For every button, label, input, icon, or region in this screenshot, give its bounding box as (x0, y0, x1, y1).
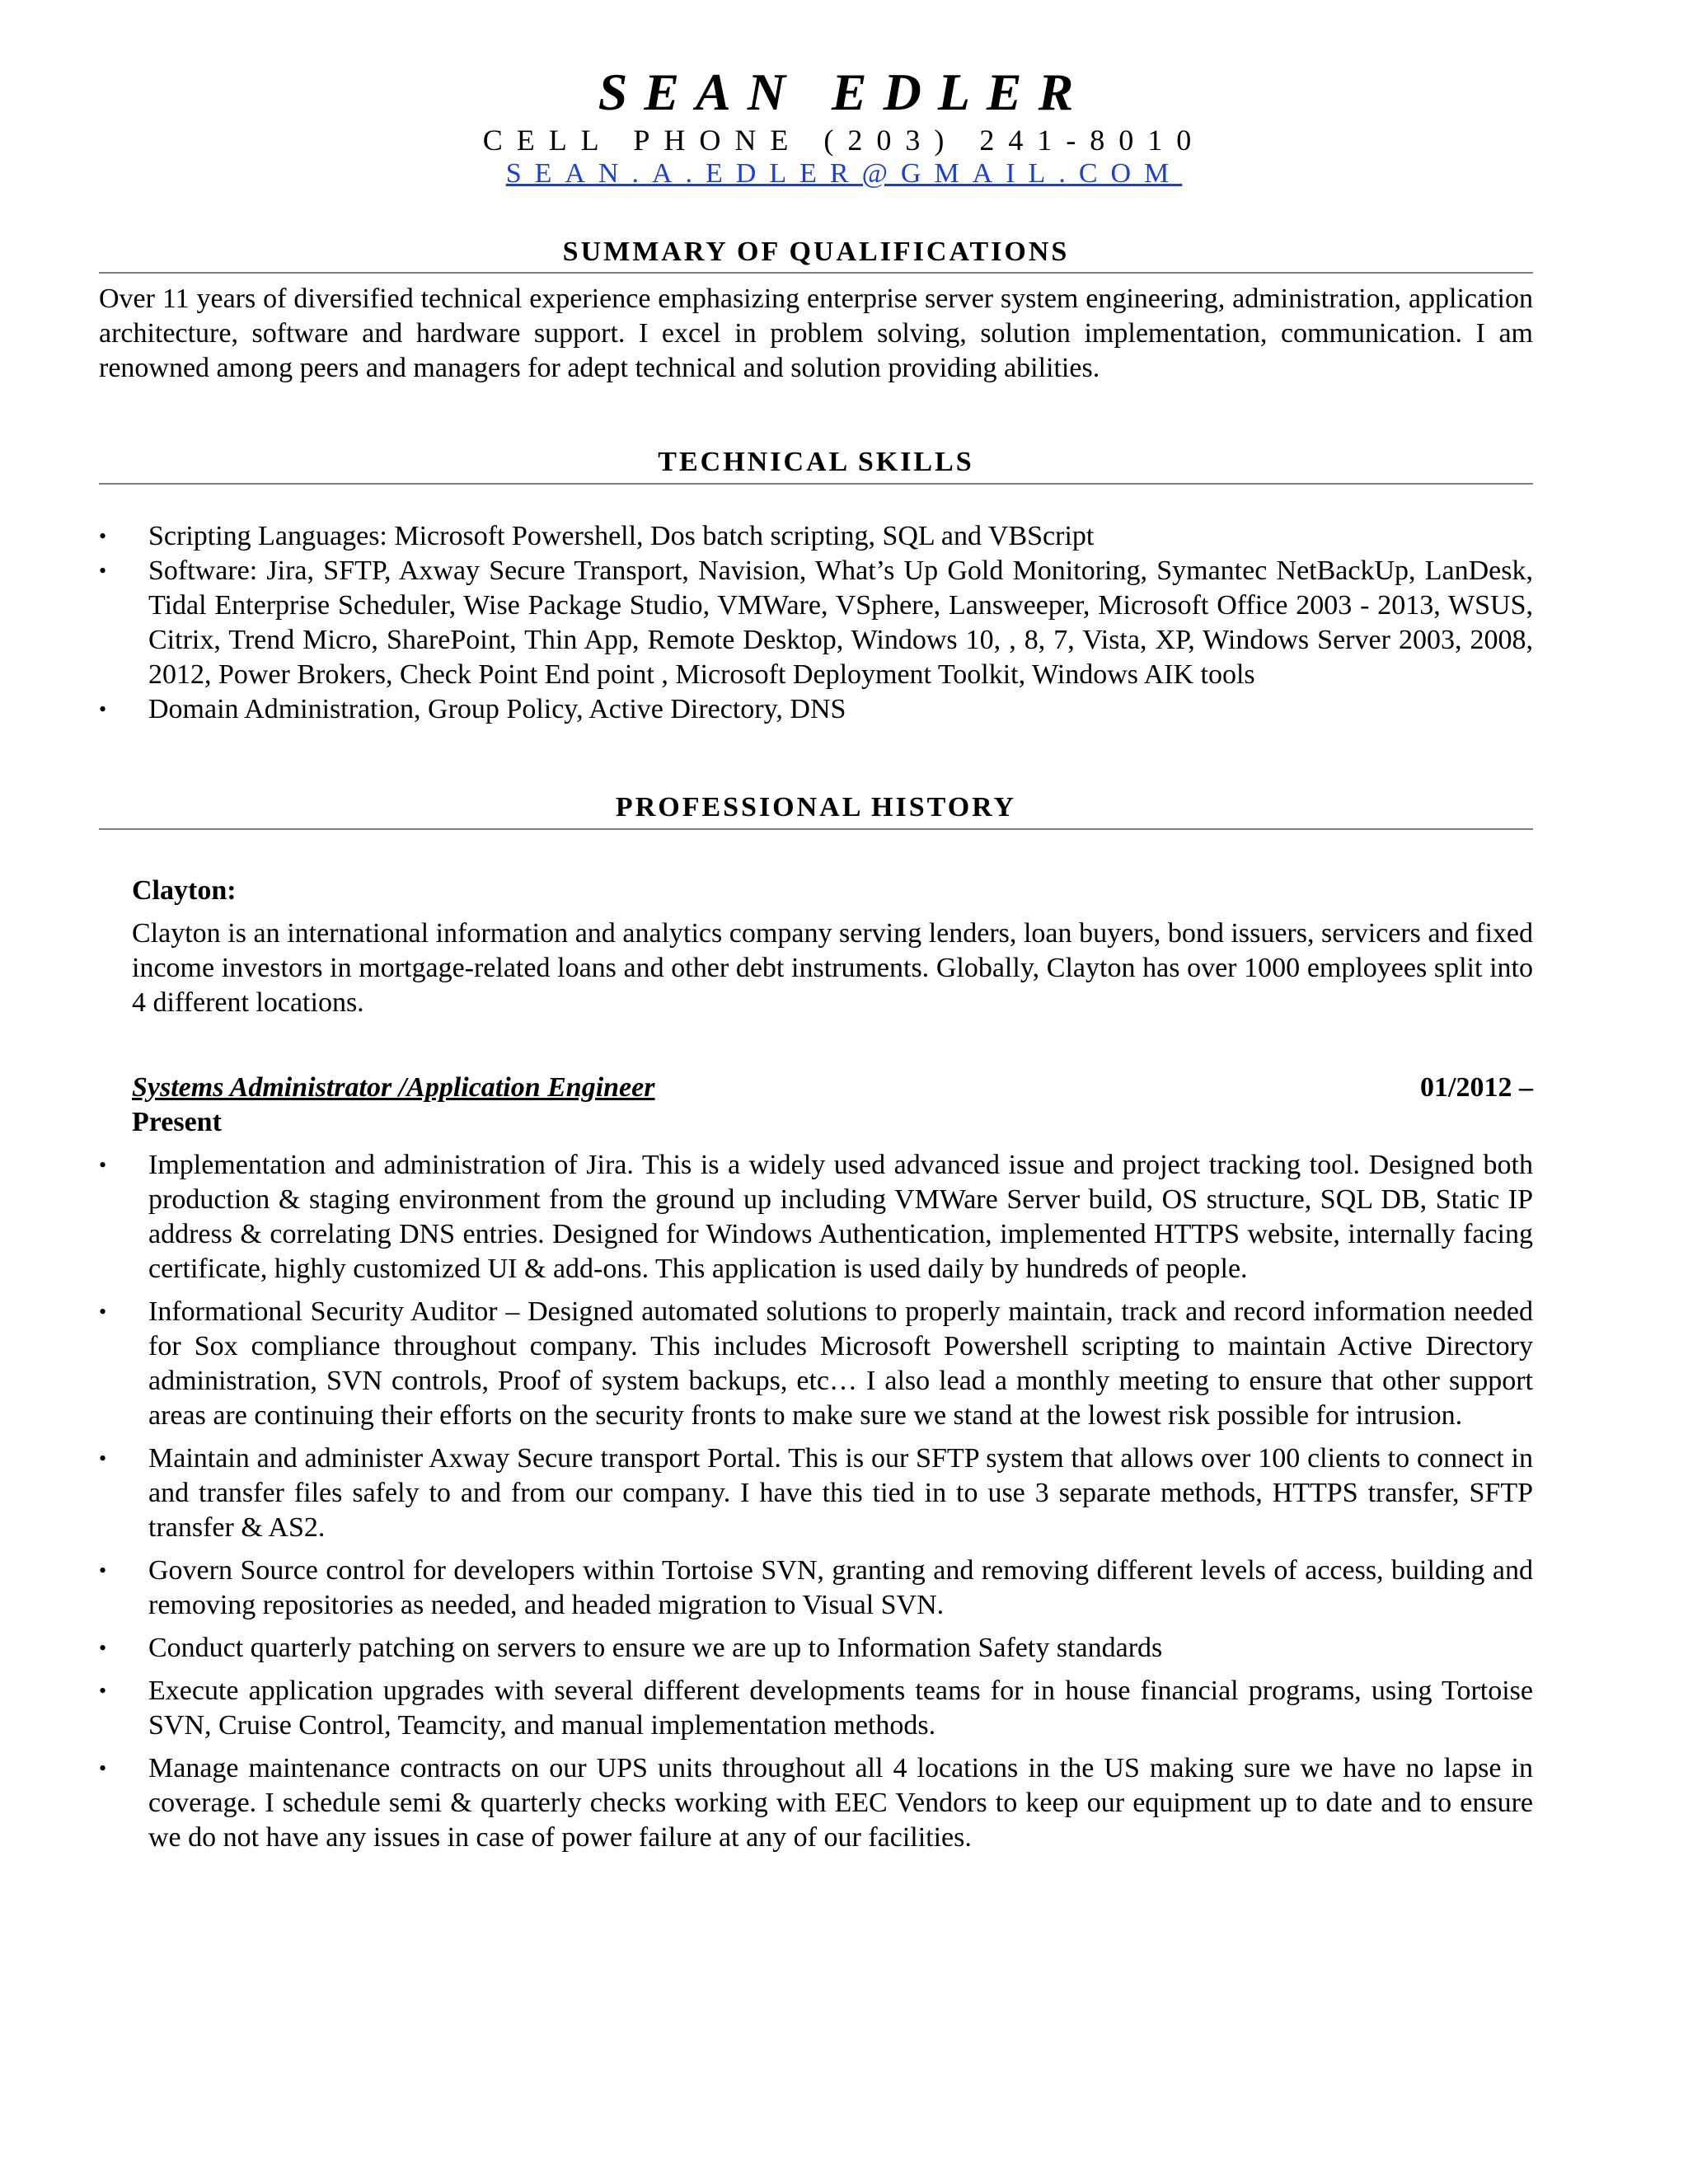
email-link[interactable]: SEAN.A.EDLER@GMAIL.COM (505, 158, 1183, 189)
duty-text: Govern Source control for developers within Tortoise SVN, granting and removing different levels of access, building and removing repositories as needed, and headed migration to Visual SVN. (148, 1555, 1533, 1620)
duties-list (99, 1148, 1533, 1863)
list-item (99, 1751, 1533, 1855)
history-divider (99, 828, 1533, 830)
skills-list (99, 519, 1533, 727)
bullet-icon: • (99, 1446, 107, 1470)
bullet-icon: • (99, 1679, 107, 1703)
company-description: Clayton is an international information and analytics company serving lenders, loan buyers, bond issuers, servicers and fixed income investors in mortgage-related loans and other debt instruments. Globally, Clayton has over 1000 employees split into 4 different locations. (132, 918, 1533, 1018)
list-item (99, 1674, 1533, 1743)
duty-text: Execute application upgrades with several different developments teams for in house financial programs, using Tortoise SVN, Cruise Control, Teamcity, and manual implementation methods. (148, 1675, 1533, 1741)
history-heading: PROFESSIONAL HISTORY (615, 792, 1017, 823)
bullet-icon: • (99, 559, 107, 583)
duty-text: Maintain and administer Axway Secure transport Portal. This is our SFTP system that allows over 100 clients to connect in and transfer files safely to and from our company. I have this tied in to use 3 separate methods, HTTPS transfer, SFTP transfer & AS2. (148, 1443, 1533, 1543)
skill-text: Scripting Languages: Microsoft Powershell, Dos batch scripting, SQL and VBScript (148, 521, 1095, 551)
bullet-icon: • (99, 1756, 107, 1780)
job-title: Systems Administrator /Application Engineer (132, 1072, 655, 1103)
skill-text: Domain Administration, Group Policy, Active Directory, DNS (148, 694, 846, 724)
list-item (99, 1441, 1533, 1545)
bullet-icon: • (99, 697, 107, 721)
bullet-icon: • (99, 1558, 107, 1582)
summary-heading: SUMMARY OF QUALIFICATIONS (562, 237, 1070, 267)
list-item (99, 1554, 1533, 1623)
list-item (99, 554, 1533, 692)
skill-text: Software: Jira, SFTP, Axway Secure Transport, Navision, What’s Up Gold Monitoring, Symantec NetBackUp, LanDesk, Tidal Enterprise Scheduler, Wise Package Studio, VMWare, VSphere, Lansweeper, Microsoft Office 2003 - 2013, WSUS, Citrix, Trend Micro, SharePoint, Thin App, Remote Desktop, Windows 10, , 8, 7, Vista, XP, Windows Server 2003, 2008, 2012, Power Brokers, Check Point End point , Microsoft Deployment Toolkit, Windows AIK tools (148, 555, 1533, 690)
bullet-icon: • (99, 1153, 107, 1177)
duty-text: Informational Security Auditor – Designed automated solutions to properly maintain, track and record information needed for Sox compliance throughout company. This includes Microsoft Powershell scripting to maintain Active Directory administration, SVN controls, Proof of system backups, etc… I also lead a monthly meeting to ensure that other support areas are continuing their efforts on the security fronts to make sure we stand at the lowest risk possible for intrusion. (148, 1296, 1533, 1431)
duty-text: Conduct quarterly patching on servers to ensure we are up to Information Safety standards (148, 1633, 1163, 1663)
list-item (99, 1148, 1533, 1286)
summary-divider (99, 272, 1533, 274)
job-date-start: 01/2012 – (1420, 1072, 1533, 1103)
duty-text: Implementation and administration of Jira. This is a widely used advanced issue and project tracking tool. Designed both production & staging environment from the ground up including VMWare Server build, OS structure, SQL DB, Static IP address & correlating DNS entries. Designed for Windows Authentication, implemented HTTPS website, internally facing certificate, highly customized UI & add-ons. This application is used daily by hundreds of people. (148, 1150, 1533, 1284)
skills-heading: TECHNICAL SKILLS (658, 447, 974, 477)
list-item (99, 1295, 1533, 1433)
skills-divider (99, 483, 1533, 485)
list-item (99, 692, 1533, 727)
list-item (99, 519, 1533, 554)
bullet-icon: • (99, 1300, 107, 1324)
bullet-icon: • (99, 1636, 107, 1660)
list-item (99, 1631, 1533, 1666)
duty-text: Manage maintenance contracts on our UPS units throughout all 4 locations in the US making sure we have no lapse in coverage. I schedule semi & quarterly checks working with EEC Vendors to keep our equipment up to date and to ensure we do not have any issues in case of power failure at any of our facilities. (148, 1753, 1533, 1853)
summary-text: Over 11 years of diversified technical experience emphasizing enterprise server system engineering, administration, application architecture, software and hardware support. I excel in problem solving, solution implementation, communication. I am renowned among peers and managers for adept technical and solution providing abilities. (99, 284, 1533, 383)
company-name: Clayton: (132, 875, 237, 906)
bullet-icon: • (99, 524, 107, 548)
phone-number: CELL PHONE (203) 241-8010 (482, 124, 1206, 157)
job-date-end: Present (132, 1107, 222, 1137)
candidate-name: SEAN EDLER (598, 63, 1090, 121)
